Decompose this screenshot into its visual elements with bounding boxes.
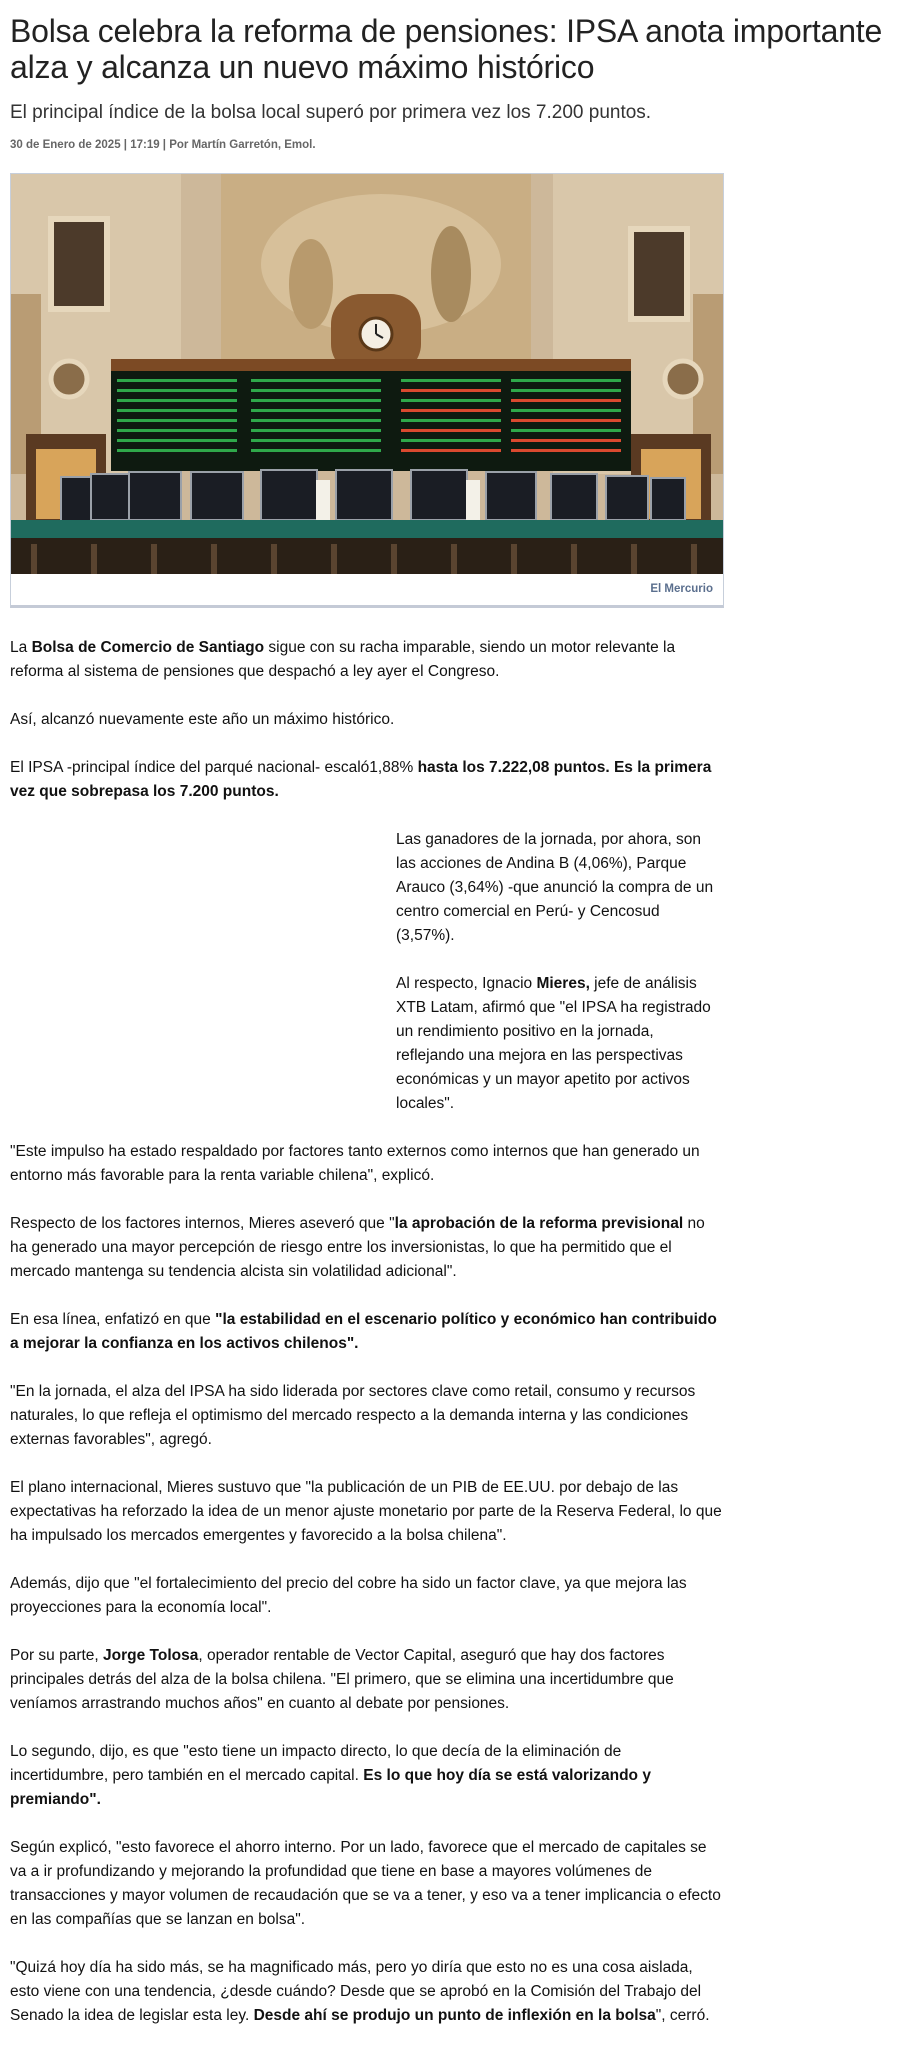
paragraph-text: En esa línea, enfatizó en que (10, 1311, 216, 1328)
article-subtitle: El principal índice de la bolsa local superó por primera vez los 7.200 puntos. (10, 102, 652, 123)
image-credit: El Mercurio (11, 574, 723, 605)
paragraph-text: Las ganadores de la jornada, por ahora, son las acciones de Andina B (4,06%), Parque Arauco (3,64%) -que anunció la compra de un centro comercial en Perú- y Cencosud (3,57%). (396, 831, 714, 944)
paragraph-text: ", cerró. (655, 2007, 710, 2024)
paragraph-text: "En la jornada, el alza del IPSA ha sido liderada por sectores clave como retail, consumo y recursos naturales, lo que refleja el optimismo del mercado respecto a la demanda interna y las condiciones externas favorables", agregó. (10, 1383, 696, 1448)
paragraph-text: Al respecto, Ignacio (396, 975, 537, 992)
paragraph-text: Por su parte, (10, 1647, 104, 1664)
article-paragraph (10, 1476, 722, 1548)
bold-text: la aprobación de la reforma previsional (394, 1215, 684, 1232)
article-paragraph (10, 1956, 722, 2028)
article-headline: Bolsa celebra la reforma de pensiones: IPSA anota importante alza y alcanza un nuevo máximo histórico (10, 13, 883, 85)
paragraph-text: Lo segundo, dijo, es que "esto tiene un impacto directo, lo que decía de la eliminación de incertidumbre, pero también en el mercado capital. (10, 1743, 622, 1784)
article-byline: 30 de Enero de 2025 | 17:19 | Por Martín Garretón, Emol. (10, 139, 316, 151)
article-paragraph (10, 756, 722, 804)
bold-text: Jorge Tolosa (103, 1647, 199, 1664)
article-paragraph (10, 1380, 722, 1452)
article-paragraph (10, 1140, 722, 1188)
article-body (10, 636, 722, 2028)
article-paragraph (10, 1740, 722, 1812)
article-paragraph (10, 708, 722, 732)
article-paragraph (10, 1308, 722, 1356)
paragraph-text: "Quizá hoy día ha sido más, se ha magnificado más, pero yo diría que esto no es una cosa aislada, esto viene con una tendencia, ¿desde cuándo? Desde que se aprobó en la Comisión del Trabajo del Senado la idea de legislar esta ley. (10, 1959, 702, 2024)
paragraph-text: La (10, 639, 32, 656)
article-paragraph (10, 636, 722, 684)
paragraph-text: Según explicó, "esto favorece el ahorro interno. Por un lado, favorece que el mercado de capitales se va a ir profundizando y mejorando la profundidad que tiene en base a mayores volúmenes de transacciones y mayor volumen de recaudación que se va a tener, y eso va a tener implicancia o efecto en las compañías que se lanzan en bolsa". (10, 1839, 721, 1928)
article-paragraph (10, 1836, 722, 1932)
paragraph-text: Respecto de los factores internos, Mieres aseveró que " (10, 1215, 395, 1232)
paragraph-text: Además, dijo que "el fortalecimiento del precio del cobre ha sido un factor clave, ya que mejora las proyecciones para la economía local". (10, 1575, 687, 1616)
bold-text: Es lo que hoy día se está valorizando y premiando". (10, 1767, 651, 1808)
bold-text: "la estabilidad en el escenario político y económico han contribuido a mejorar la confianza en los activos chilenos". (10, 1311, 717, 1352)
paragraph-text: El IPSA -principal índice del parqué nacional- escaló1,88% (10, 759, 418, 776)
paragraph-text: sigue con su racha imparable, siendo un motor relevante la reforma al sistema de pensiones que despachó a ley ayer el Congreso. (10, 639, 676, 680)
paragraph-text: "Este impulso ha estado respaldado por factores tanto externos como internos que han generado un entorno más favorable para la renta variable chilena", explicó. (10, 1143, 700, 1184)
bold-text: Bolsa de Comercio de Santiago (31, 639, 265, 656)
paragraph-text: jefe de análisis XTB Latam, afirmó que "el IPSA ha registrado un rendimiento positivo en la jornada, reflejando una mejora en las perspectivas económicas y un mayor apetito por activos locales". (396, 975, 711, 1112)
paragraph-text: no ha generado una mayor percepción de riesgo entre los inversionistas, lo que ha permitido que el mercado mantenga su tendencia alcista sin volatilidad adicional". (10, 1215, 705, 1280)
article-paragraph (396, 972, 722, 1116)
paragraph-text: , operador rentable de Vector Capital, aseguró que hay dos factores principales detrás del alza de la bolsa chilena. "El primero, que se elimina una incertidumbre que veníamos arrastrando muchos años" en cuanto al debate por pensiones. (10, 1647, 674, 1712)
article-paragraph (10, 1644, 722, 1716)
bold-text: hasta los 7.222,08 puntos. Es la primera vez que sobrepasa los 7.200 puntos. (10, 759, 712, 800)
paragraph-text: Así, alcanzó nuevamente este año un máximo histórico. (10, 711, 395, 728)
bold-text: Mieres, (536, 975, 590, 992)
article-figure (10, 173, 724, 608)
article-paragraph (396, 828, 722, 948)
article-paragraph (10, 1572, 722, 1620)
bold-text: Desde ahí se produjo un punto de inflexión en la bolsa (253, 2007, 656, 2024)
stock-exchange-photo[interactable] (11, 174, 723, 574)
paragraph-text: El plano internacional, Mieres sustuvo que "la publicación de un PIB de EE.UU. por debajo de las expectativas ha reforzado la idea de un menor ajuste monetario por parte de la Reserva Federal, lo que ha impulsado los mercados emergentes y favorecido a la bolsa chilena". (10, 1479, 722, 1544)
article-paragraph (10, 1212, 722, 1284)
